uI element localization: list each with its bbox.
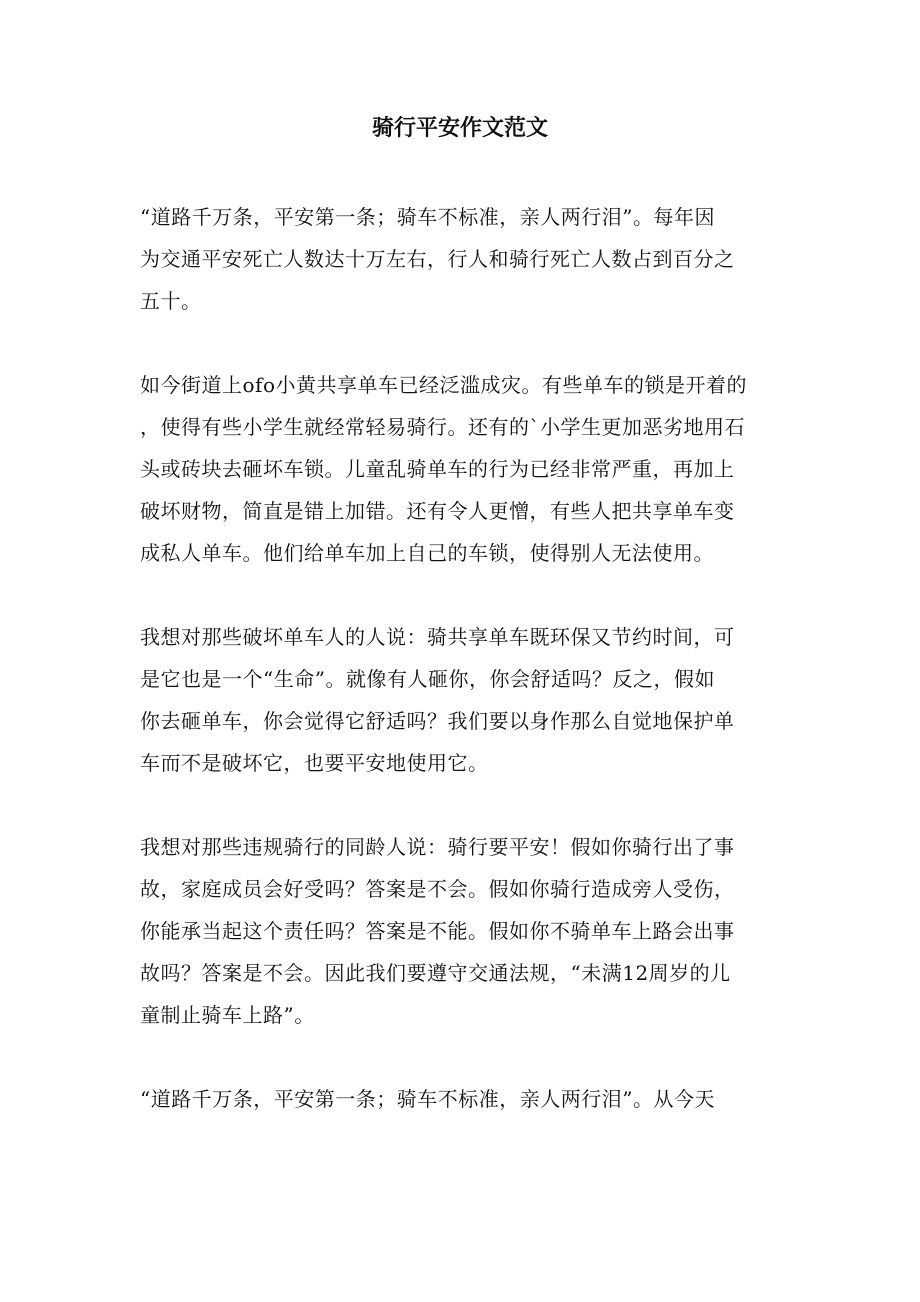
paragraph-3: 我想对那些破坏单车人的人说：骑共享单车既环保又节约时间，可 是它也是一个“生命”。就像有人砸你，你会舒适吗？反之，假如 你去砸单车，你会觉得它舒适吗？我们要以身作那么自觉地保护单 车而不是破坏它，也要平安地使用它。	[140, 625, 735, 775]
paragraph-2: 如今街道上ofo小黄共享单车已经泛滥成灾。有些单车的锁是开着的 ，使得有些小学生就经常轻易骑行。还有的`小学生更加恶劣地用石 头或砖块去砸坏车锁。儿童乱骑单车的行为已经非常严重，再加上 破坏财物，简直是错上加错。还有令人更憎，有些人把共享单车变 成私人单车。他们给单车加上自己的车锁，使得别人无法使用。	[140, 373, 747, 565]
paragraph-1: “道路千万条，平安第一条；骑车不标准，亲人两行泪”。每年因 为交通平安死亡人数达十万左右，行人和骑行死亡人数占到百分之 五十。	[140, 205, 735, 313]
document-body	[140, 196, 780, 1162]
paragraph-5: “道路千万条，平安第一条；骑车不标准，亲人两行泪”。从今天	[140, 1087, 715, 1111]
paragraph-4: 我想对那些违规骑行的同龄人说：骑行要平安！假如你骑行出了事 故，家庭成员会好受吗？答案是不会。假如你骑行造成旁人受伤， 你能承当起这个责任吗？答案是不能。假如你不骑单车上路会出事 故吗？答案是不会。因此我们要遵守交通法规，“未满12周岁的儿 童制止骑车上路”。	[140, 835, 735, 1027]
document-title: 骑行平安作文范文	[371, 115, 548, 141]
